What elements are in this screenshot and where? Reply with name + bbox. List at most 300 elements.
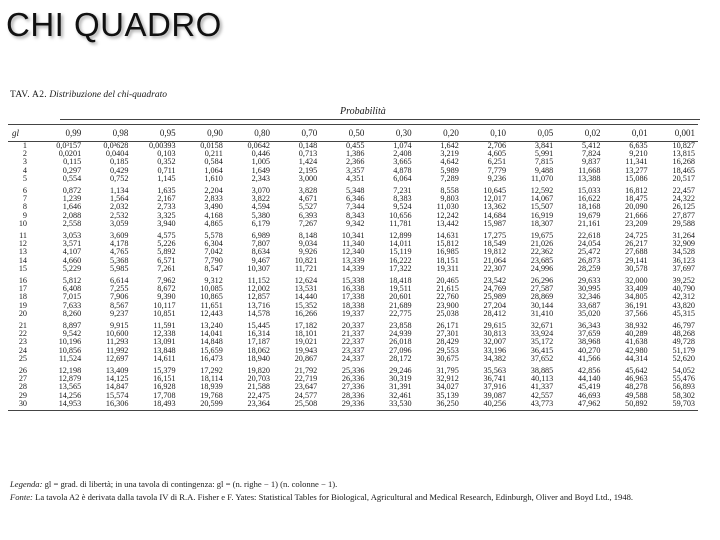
value-cell: 10,821 [294, 255, 318, 265]
value-cell: 32,461 [389, 390, 412, 400]
slide-title: CHI QUADRO [6, 6, 222, 43]
value-cell: 14,440 [294, 292, 318, 302]
chi-square-table [8, 124, 698, 411]
gl-cell: 15 [18, 263, 27, 273]
table-row [8, 175, 698, 183]
value-cell: 23,858 [389, 321, 412, 331]
value-cell: 9,312 [204, 276, 223, 286]
value-cell: 14,578 [247, 308, 271, 318]
value-cell: 10,196 [58, 337, 82, 347]
value-cell: 27,688 [625, 247, 648, 257]
value-cell: 7,962 [157, 276, 176, 286]
value-cell: 42,312 [672, 292, 695, 302]
value-cell: 0,872 [62, 186, 82, 196]
value-cell: 13,848 [153, 345, 176, 355]
value-cell: 0,0³157 [56, 141, 82, 150]
value-cell: 0,115 [63, 157, 82, 167]
value-cell: 19,675 [530, 231, 554, 241]
value-cell: 17,182 [294, 321, 318, 331]
value-cell: 18,939 [200, 382, 223, 392]
value-cell: 19,021 [294, 337, 318, 347]
value-cell: 10,645 [483, 186, 507, 196]
value-cell: 23,337 [341, 345, 365, 355]
value-cell: 2,833 [204, 194, 223, 204]
gl-cell: 8 [22, 202, 27, 212]
value-cell: 41,638 [625, 337, 648, 347]
value-cell: 13,531 [294, 284, 318, 294]
value-cell: 2,343 [251, 173, 271, 183]
value-cell: 3,828 [298, 186, 318, 196]
value-cell: 1,239 [62, 194, 82, 204]
probability-column-header: 0,01 [603, 125, 650, 142]
value-cell: 0,0³628 [103, 141, 129, 150]
value-cell: 12,242 [436, 210, 459, 220]
value-cell: 26,217 [625, 239, 648, 249]
value-cell: 2,733 [157, 202, 176, 212]
value-cell: 2,532 [109, 210, 129, 220]
probability-column-header: 0,70 [273, 125, 320, 142]
probability-column-header: 0,001 [651, 125, 698, 142]
value-cell: 0,752 [109, 173, 129, 183]
value-cell: 33,530 [367, 400, 414, 411]
value-cell: 15,987 [483, 218, 507, 228]
value-cell: 3,000 [298, 173, 318, 183]
value-cell: 18,307 [530, 218, 554, 228]
value-cell: 13,565 [58, 382, 82, 392]
probability-column-header: 0,20 [415, 125, 462, 142]
value-cell: 23,542 [483, 276, 507, 286]
value-cell: 3,053 [62, 231, 82, 241]
value-cell: 6,304 [204, 239, 223, 249]
value-cell: 8,558 [440, 186, 459, 196]
value-cell: 14,631 [436, 231, 459, 241]
value-cell: 21,666 [625, 210, 648, 220]
value-cell: 15,338 [341, 276, 365, 286]
value-cell: 2,706 [487, 141, 507, 150]
value-cell: 3,490 [204, 202, 223, 212]
value-cell: 21,588 [247, 382, 271, 392]
gl-cell: 4 [22, 165, 27, 175]
value-cell: 49,588 [625, 390, 648, 400]
value-cell: 31,264 [672, 231, 695, 241]
value-cell: 13,716 [247, 300, 271, 310]
value-cell: 13,388 [577, 173, 601, 183]
value-cell: 13,815 [672, 149, 695, 159]
value-cell: 11,152 [247, 276, 271, 286]
gl-cell: 5 [22, 173, 27, 183]
value-cell: 2,088 [62, 210, 82, 220]
gl-cell: 1 [22, 141, 27, 150]
value-cell: 14,684 [483, 210, 507, 220]
value-cell: 16,928 [153, 382, 176, 392]
value-cell: 40,270 [577, 345, 601, 355]
value-cell: 3,665 [393, 157, 412, 167]
value-cell: 20,337 [341, 321, 365, 331]
value-cell: 1,564 [109, 194, 129, 204]
value-cell: 19,812 [483, 247, 507, 257]
value-cell: 22,760 [436, 292, 459, 302]
value-cell: 18,114 [200, 374, 223, 384]
value-cell: 28,336 [341, 390, 365, 400]
value-cell: 8,383 [393, 194, 412, 204]
value-cell: 40,790 [672, 284, 695, 294]
value-cell: 3,940 [157, 218, 176, 228]
value-cell: 9,210 [629, 149, 648, 159]
value-cell: 4,605 [487, 149, 507, 159]
value-cell: 3,070 [251, 186, 271, 196]
value-cell: 45,419 [577, 382, 601, 392]
value-cell: 12,443 [200, 308, 223, 318]
value-cell: 0,0201 [58, 149, 82, 159]
value-cell: 13,091 [153, 337, 176, 347]
value-cell: 30,813 [483, 329, 507, 339]
value-cell: 5,412 [582, 141, 601, 150]
value-cell: 31,391 [389, 382, 412, 392]
value-cell: 2,032 [109, 202, 129, 212]
value-cell: 4,178 [109, 239, 129, 249]
value-cell: 19,511 [389, 284, 412, 294]
value-cell: 0,148 [298, 141, 318, 150]
value-cell: 4,594 [251, 202, 271, 212]
value-cell: 43,820 [672, 300, 695, 310]
value-cell: 36,741 [483, 374, 507, 384]
table-row [8, 355, 698, 363]
value-cell: 18,418 [389, 276, 412, 286]
chi-square-table-container [8, 124, 698, 411]
value-cell: 28,172 [389, 353, 412, 363]
value-cell: 19,311 [436, 263, 459, 273]
gl-cell: 28 [18, 382, 27, 392]
value-cell: 15,379 [153, 366, 176, 376]
value-cell: 38,885 [530, 366, 554, 376]
value-cell: 18,062 [247, 345, 271, 355]
value-cell: 25,038 [436, 308, 459, 318]
table-row [8, 400, 698, 411]
table-body [8, 142, 698, 411]
value-cell: 12,198 [58, 366, 82, 376]
value-cell: 10,656 [389, 210, 412, 220]
value-cell: 36,191 [625, 300, 648, 310]
value-cell: 1,642 [440, 141, 459, 150]
gl-cell: 6 [22, 186, 27, 196]
value-cell: 16,812 [625, 186, 648, 196]
value-cell: 13,240 [200, 321, 223, 331]
value-cell: 7,906 [109, 292, 129, 302]
value-cell: 24,337 [341, 353, 365, 363]
value-cell: 11,781 [389, 218, 412, 228]
value-cell: 18,101 [294, 329, 318, 339]
value-cell: 7,231 [393, 186, 412, 196]
value-cell: 6,571 [157, 255, 176, 265]
value-cell: 20,517 [672, 173, 695, 183]
value-cell: 10,600 [105, 329, 129, 339]
value-cell: 48,278 [625, 382, 648, 392]
value-cell: 5,527 [298, 202, 318, 212]
value-cell: 4,107 [62, 247, 82, 257]
probability-column-header: 0,30 [367, 125, 414, 142]
value-cell: 15,574 [105, 390, 129, 400]
value-cell: 42,856 [577, 366, 601, 376]
value-cell: 24,577 [294, 390, 318, 400]
value-cell: 6,635 [629, 141, 648, 150]
value-cell: 0,185 [109, 157, 129, 167]
value-cell: 22,362 [530, 247, 554, 257]
value-cell: 0,211 [204, 149, 223, 159]
value-cell: 44,140 [577, 374, 601, 384]
value-cell: 21,689 [389, 300, 412, 310]
value-cell: 14,011 [389, 239, 412, 249]
value-cell: 30,675 [436, 353, 459, 363]
value-cell: 16,151 [153, 374, 176, 384]
probability-column-header: 0,95 [131, 125, 178, 142]
probability-column-header: 0,05 [509, 125, 556, 142]
value-cell: 11,341 [625, 157, 648, 167]
value-cell: 21,337 [341, 329, 365, 339]
probability-column-header: 0,10 [462, 125, 509, 142]
value-cell: 33,196 [483, 345, 507, 355]
value-cell: 8,148 [298, 231, 318, 241]
gl-cell: 12 [18, 239, 27, 249]
value-cell: 11,524 [58, 353, 82, 363]
value-cell: 25,472 [577, 247, 601, 257]
value-cell: 21,026 [530, 239, 554, 249]
value-cell: 24,322 [672, 194, 695, 204]
probability-rule [60, 119, 700, 120]
value-cell: 15,352 [294, 300, 318, 310]
value-cell: 4,765 [109, 247, 129, 257]
value-cell: 35,563 [483, 366, 507, 376]
value-cell: 32,346 [577, 292, 601, 302]
value-cell: 39,252 [672, 276, 695, 286]
value-cell: 52,620 [672, 353, 695, 363]
value-cell: 5,989 [440, 165, 459, 175]
value-cell: 37,652 [530, 353, 554, 363]
value-cell: 19,943 [294, 345, 318, 355]
value-cell: 23,900 [436, 300, 459, 310]
value-cell: 5,985 [109, 263, 129, 273]
legend-text: gl = grad. di libertà; in una tavola di contingenza: gl = (n. righe − 1) (n. colonne − 1). [44, 479, 338, 489]
value-cell: 12,338 [153, 329, 176, 339]
value-cell: 15,086 [625, 173, 648, 183]
value-cell: 2,167 [157, 194, 176, 204]
value-cell: 32,671 [530, 321, 554, 331]
value-cell: 14,067 [530, 194, 554, 204]
value-cell: 9,236 [487, 173, 507, 183]
value-cell: 16,985 [436, 247, 459, 257]
table-caption [10, 90, 167, 100]
gl-cell: 26 [18, 366, 27, 376]
gl-header: gl [8, 125, 37, 142]
value-cell: 21,161 [577, 218, 601, 228]
value-cell: 46,693 [577, 390, 601, 400]
value-cell: 11,668 [578, 165, 601, 175]
value-cell: 48,268 [672, 329, 695, 339]
gl-cell: 24 [18, 345, 27, 355]
value-cell: 17,275 [483, 231, 507, 241]
value-cell: 7,807 [251, 239, 271, 249]
value-cell: 21,064 [483, 255, 507, 265]
value-cell: 43,773 [509, 400, 556, 411]
value-cell: 0,103 [157, 149, 176, 159]
value-cell: 35,020 [577, 308, 601, 318]
value-cell: 0,352 [157, 157, 176, 167]
value-cell: 12,002 [247, 284, 271, 294]
value-cell: 3,822 [251, 194, 271, 204]
value-cell: 26,873 [577, 255, 601, 265]
value-cell: 19,820 [247, 366, 271, 376]
value-cell: 12,017 [483, 194, 507, 204]
value-cell: 34,382 [483, 353, 507, 363]
value-cell: 51,179 [672, 345, 695, 355]
value-cell: 7,289 [440, 173, 459, 183]
value-cell: 24,769 [483, 284, 507, 294]
value-cell: 7,344 [346, 202, 365, 212]
value-cell: 35,172 [530, 337, 554, 347]
gl-cell: 27 [18, 374, 27, 384]
value-cell: 46,797 [672, 321, 695, 331]
value-cell: 24,054 [577, 239, 601, 249]
value-cell: 18,338 [341, 300, 365, 310]
gl-cell: 25 [18, 353, 27, 363]
value-cell: 25,336 [341, 366, 365, 376]
value-cell: 17,187 [247, 337, 271, 347]
value-cell: 9,342 [346, 218, 365, 228]
value-cell: 18,168 [577, 202, 601, 212]
probability-column-header: 0,80 [226, 125, 273, 142]
table-header-row [8, 125, 698, 142]
value-cell: 33,924 [530, 329, 554, 339]
value-cell: 0,0158 [200, 141, 223, 150]
value-cell: 29,336 [320, 400, 367, 411]
value-cell: 50,892 [603, 400, 650, 411]
value-cell: 45,315 [672, 308, 695, 318]
value-cell: 3,325 [157, 210, 176, 220]
gl-cell: 18 [18, 292, 27, 302]
value-cell: 37,566 [625, 308, 648, 318]
value-cell: 4,575 [157, 231, 176, 241]
probability-column-header: 0,90 [179, 125, 226, 142]
value-cell: 5,348 [346, 186, 365, 196]
value-cell: 40,289 [625, 329, 648, 339]
value-cell: 16,222 [389, 255, 412, 265]
value-cell: 22,457 [672, 186, 695, 196]
value-cell: 11,721 [295, 263, 318, 273]
value-cell: 9,837 [582, 157, 601, 167]
value-cell: 2,408 [393, 149, 412, 159]
value-cell: 9,034 [298, 239, 318, 249]
value-cell: 12,697 [105, 353, 129, 363]
probability-header: Probabilità [340, 106, 386, 117]
value-cell: 11,293 [106, 337, 129, 347]
value-cell: 20,601 [389, 292, 412, 302]
gl-cell: 16 [18, 276, 27, 286]
value-cell: 20,599 [179, 400, 226, 411]
value-cell: 24,725 [625, 231, 648, 241]
value-cell: 14,339 [341, 263, 365, 273]
value-cell: 14,953 [37, 400, 84, 411]
value-cell: 14,611 [153, 353, 176, 363]
value-cell: 16,622 [577, 194, 601, 204]
value-cell: 37,659 [577, 329, 601, 339]
value-cell: 36,343 [577, 321, 601, 331]
value-cell: 9,488 [534, 165, 554, 175]
value-cell: 22,775 [389, 308, 412, 318]
value-cell: 30,578 [625, 263, 648, 273]
value-cell: 38,968 [577, 337, 601, 347]
table-row [8, 310, 698, 318]
value-cell: 6,408 [62, 284, 82, 294]
value-cell: 7,015 [62, 292, 82, 302]
value-cell: 40,256 [462, 400, 509, 411]
value-cell: 21,792 [294, 366, 318, 376]
value-cell: 24,996 [530, 263, 554, 273]
legend [10, 479, 700, 505]
value-cell: 10,341 [341, 231, 365, 241]
value-cell: 0,297 [62, 165, 82, 175]
value-cell: 26,171 [436, 321, 459, 331]
gl-cell: 3 [22, 157, 27, 167]
gl-cell: 13 [18, 247, 27, 257]
value-cell: 27,204 [483, 300, 507, 310]
value-cell: 23,685 [530, 255, 554, 265]
gl-cell: 14 [18, 255, 27, 265]
value-cell: 7,790 [204, 255, 223, 265]
value-cell: 16,266 [294, 308, 318, 318]
gl-cell: 11 [19, 231, 27, 241]
value-cell: 6,614 [109, 276, 129, 286]
value-cell: 17,338 [341, 292, 365, 302]
value-cell: 14,847 [105, 382, 129, 392]
value-cell: 6,989 [251, 231, 271, 241]
value-cell: 3,841 [534, 141, 554, 150]
value-cell: 23,647 [294, 382, 318, 392]
value-cell: 9,467 [251, 255, 271, 265]
source-text: La tavola A2 è derivata dalla tavola IV di R.A. Fisher e F. Yates: Statistical Tables for Biological, Agricultural and Medical Research, Edinburgh, Oliver and Boyd Ltd., 1948. [35, 492, 634, 502]
gl-cell: 22 [18, 329, 27, 339]
value-cell: 22,475 [247, 390, 271, 400]
value-cell: 29,633 [577, 276, 601, 286]
table-row [8, 220, 698, 228]
value-cell: 6,179 [251, 218, 271, 228]
value-cell: 8,672 [157, 284, 176, 294]
value-cell: 29,588 [672, 218, 695, 228]
value-cell: 46,963 [625, 374, 648, 384]
value-cell: 15,445 [247, 321, 271, 331]
value-cell: 30,319 [389, 374, 412, 384]
value-cell: 1,424 [298, 157, 318, 167]
value-cell: 26,125 [672, 202, 695, 212]
value-cell: 17,322 [389, 263, 412, 273]
value-cell: 9,926 [298, 247, 318, 257]
value-cell: 10,827 [672, 141, 695, 150]
value-cell: 36,250 [415, 400, 462, 411]
value-cell: 8,343 [346, 210, 365, 220]
value-cell: 4,865 [204, 218, 223, 228]
value-cell: 27,096 [389, 345, 412, 355]
source-label: Fonte: [10, 492, 33, 502]
value-cell: 10,856 [58, 345, 82, 355]
value-cell: 37,697 [672, 263, 695, 273]
value-cell: 16,919 [530, 210, 554, 220]
probability-column-header: 0,98 [84, 125, 131, 142]
value-cell: 20,090 [625, 202, 648, 212]
value-cell: 29,553 [436, 345, 459, 355]
value-cell: 4,878 [393, 165, 412, 175]
value-cell: 11,070 [531, 173, 554, 183]
value-cell: 18,475 [625, 194, 648, 204]
value-cell: 41,566 [577, 353, 601, 363]
value-cell: 28,412 [483, 308, 507, 318]
